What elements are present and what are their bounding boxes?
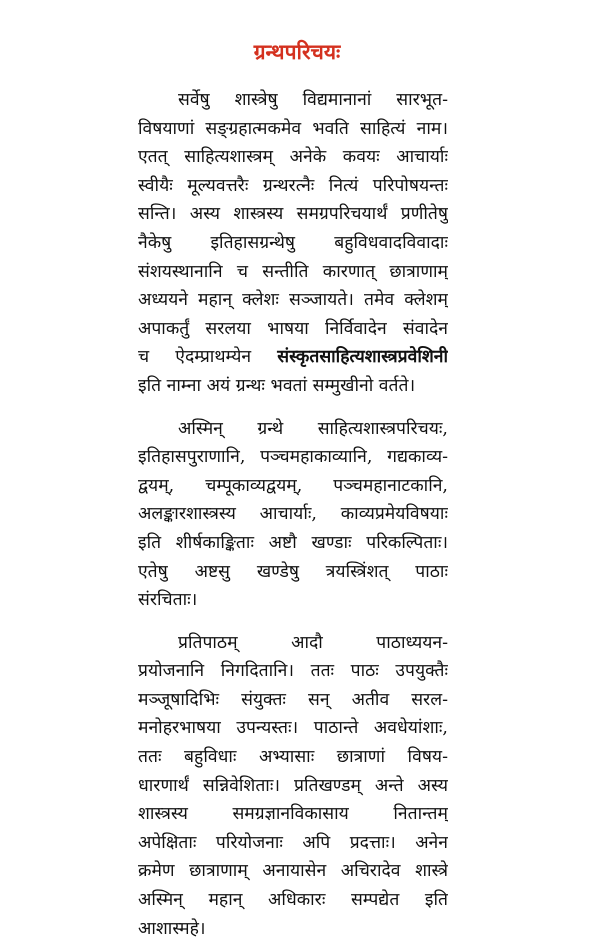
text-line: अध्ययने महान् क्लेशः सञ्जायते। तमेव क्लेशम् <box>138 290 448 311</box>
text-line: इति नाम्ना अयं ग्रन्थः भवतां सम्मुखीनो वर्तते। <box>138 375 416 396</box>
text-line-with-bold <box>138 343 448 372</box>
text-line: सन्ति। अस्य शास्त्रस्य समग्रपरिचयार्थं प्रणीतेषु <box>138 204 448 225</box>
text-line: एतेषु अष्टसु खण्डेषु त्रयस्त्रिंशत् पाठाः <box>138 561 448 582</box>
text-line: प्रतिपाठम् आदौ पाठाध्ययन- <box>178 632 448 653</box>
text-line: इतिहासपुराणानि, पञ्चमहाकाव्यानि, गद्यकाव्य- <box>138 447 448 468</box>
paragraph-1 <box>138 86 448 401</box>
text-line: द्वयम्, चम्पूकाव्यद्वयम्, पञ्चमहानाटकानि, <box>138 475 448 496</box>
text-line: अस्मिन् ग्रन्थे साहित्यशास्त्रपरिचयः, <box>178 418 448 439</box>
text-line: इति शीर्षकाङ्किताः अष्टौ खण्डाः परिकल्पिताः। <box>138 532 448 553</box>
text-line: अपेक्षिताः परियोजनाः अपि प्रदत्ताः। अनेन <box>138 832 448 853</box>
text-line: संशयस्थानानि च सन्तीति कारणात् छात्राणाम् <box>138 261 448 282</box>
text-line: स्वीयैः मूल्यवत्तरैः ग्रन्थरत्नैः नित्यं परिपोषयन्तः <box>138 175 448 196</box>
text-line: संरचिताः। <box>138 590 198 611</box>
text-line: शास्त्रस्य समग्रज्ञानविकासाय नितान्तम् <box>138 804 448 825</box>
paragraph-3 <box>138 629 448 943</box>
text-line: धारणार्थं सन्निवेशिताः। प्रतिखण्डम् अन्ते अस्य <box>138 775 448 796</box>
text-line: मनोहरभाषया उपन्यस्तः। पाठान्ते अवधेयांशाः, <box>138 718 448 739</box>
text-fragment: च ऐदम्प्राथम्येन <box>138 347 278 368</box>
text-line: अलङ्कारशास्त्रस्य आचार्याः, काव्यप्रमेयविषयाः <box>138 504 448 525</box>
text-line: ततः बहुविधाः अभ्यासाः छात्राणां विषय- <box>138 747 448 768</box>
paragraph-2 <box>138 415 448 615</box>
text-line: अपाकर्तुं सरलया भाषया निर्विवादेन संवादेन <box>138 318 448 339</box>
text-line: क्रमेण छात्राणाम् अनायासेन अचिरादेव शास्त्रे <box>138 861 448 882</box>
book-name-bold: संस्कृतसाहित्यशास्त्रप्रवेशिनी <box>277 347 448 368</box>
text-line: एतत् साहित्यशास्त्रम् अनेके कवयः आचार्याः <box>138 147 448 168</box>
text-line: प्रयोजनानि निगदितानि। ततः पाठः उपयुक्तैः <box>138 661 448 682</box>
text-line: आशास्महे। <box>138 918 206 939</box>
text-line: अस्मिन् महान् अधिकारः सम्पद्येत इति <box>138 890 448 911</box>
text-line: सर्वेषु शास्त्रेषु विद्यमानानां सारभूत- <box>178 90 448 110</box>
text-line: विषयाणां सङ्ग्रहात्मकमेव भवति साहित्यं नाम। <box>138 118 448 139</box>
document-title: ग्रन्थपरिचयः <box>253 39 341 64</box>
text-line: मञ्जूषादिभिः संयुक्तः सन् अतीव सरल- <box>138 689 448 710</box>
text-line: नैकेषु इतिहासग्रन्थेषु बहुविधवादविवादाः <box>138 232 448 253</box>
